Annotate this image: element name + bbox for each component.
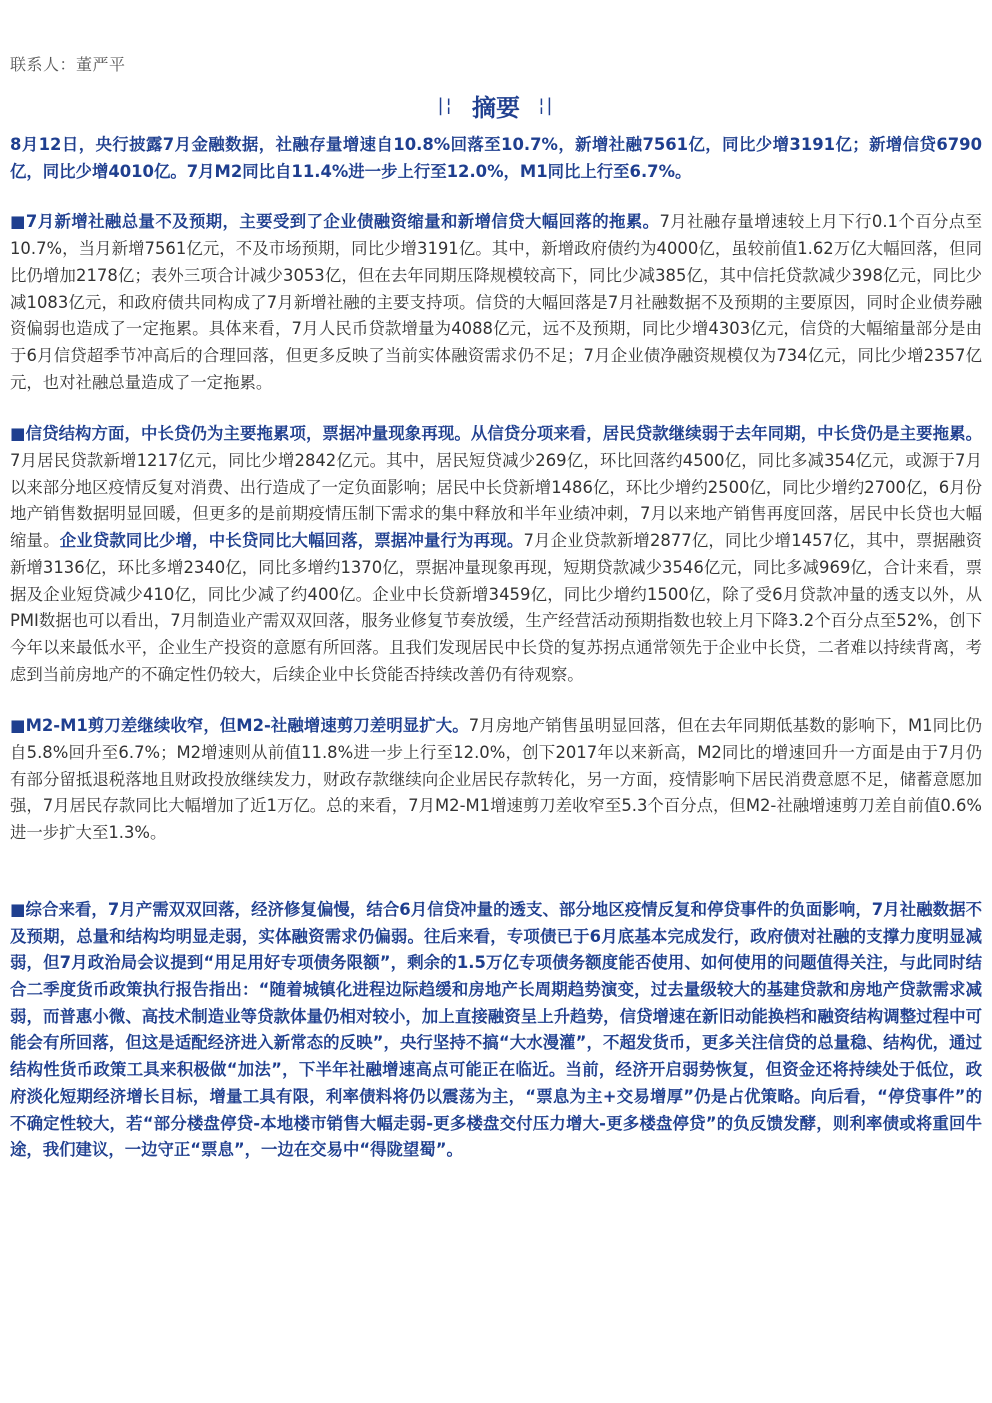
- summary-content: [10, 132, 982, 1164]
- title-mark-left: |¦: [437, 95, 454, 116]
- paragraph-lead: ■信贷结构方面，中长贷仍为主要拖累项，票据冲量现象再现。从信贷分项来看，居民贷款继续弱于去年同期，中长贷仍是主要拖累。: [10, 424, 982, 444]
- paragraph-credit-structure: [10, 421, 982, 688]
- paragraph-conclusion: ■综合来看，7月产需双双回落，经济修复偏慢，结合6月信贷冲量的透支、部分地区疫情反复和停贷事件的负面影响，7月社融数据不及预期，总量和结构均明显走弱，实体融资需求仍偏弱。往后来看，专项债已于6月底基本完成发行，政府债对社融的支撑力度明显减弱，但7月政治局会议提到“用足用好专项债务限额”，剩余的1.5万亿专项债务额度能否使用、如何使用的问题值得关注，与此同时结合二季度货币政策执行报告指出：“随着城镇化进程边际趋缓和房地产长周期趋势演变，过去量级较大的基建贷款和房地产贷款需求减弱，而普惠小微、高技术制造业等贷款体量仍相对较小，加上直接融资呈上升趋势，信贷增速在新旧动能换档和融资结构调整过程中可能会有所回落，但这是适配经济进入新常态的反映”，央行坚持不搞“大水漫灌”，不超发货币，更多关注信贷的总量稳、结构优，通过结构性货币政策工具来积极做“加法”，下半年社融增速高点可能正在临近。当前，经济开启弱势恢复，但资金还将持续处于低位，政府淡化短期经济增长目标，增量工具有限，利率债料将仍以震荡为主，“票息为主+交易增厚”仍是占优策略。向后看，“停贷事件”的不确定性较大，若“部分楼盘停贷-本地楼市销售大幅走弱-更多楼盘交付压力增大-更多楼盘停贷”的负反馈发酵，则利率债或将重回牛途，我们建议，一边守正“票息”，一边在交易中“得陇望蜀”。: [10, 899, 982, 1160]
- paragraph-body: 7月房地产销售虽明显回落，但在去年同期低基数的影响下，M1同比仍自5.8%回升至6.7%；M2增速则从前值11.8%进一步上行至12.0%，创下2017年以来新高，M2同比的增速回升一方面是由于7月仍有部分留抵退税落地且财政投放继续发力，财政存款继续向企业居民存款转化，另一方面，疫情影响下居民消费意愿不足，储蓄意愿加强，7月居民存款同比大幅增加了近1万亿。总的来看，7月M2-M1增速剪刀差收窄至5.3个百分点，但M2-社融增速剪刀差自前值0.6%进一步扩大至1.3%。: [10, 716, 982, 843]
- paragraph-highlight: 企业贷款同比少增，中长贷同比大幅回落，票据冲量行为再现。: [59, 531, 524, 551]
- title-mark-right: ¦|: [538, 95, 555, 116]
- paragraph-body: 7月企业贷款新增2877亿，同比少增1457亿，其中，票据融资新增3136亿，环比多增2340亿，同比多增约1370亿，票据冲量现象再现，短期贷款减少3546亿元，同比多减969亿，合计来看，票据及企业短贷减少410亿，同比少减了约400亿。企业中长贷新增3459亿，同比少增约1500亿，除了受6月贷款冲量的透支以外，从PMI数据也可以看出，7月制造业产需双双回落，服务业修复节奏放缓，生产经营活动预期指数也较上月下降3.2个百分点至52%，创下今年以来最低水平，企业生产投资的意愿有所回落。且我们发现居民中长贷的复苏拐点通常领先于企业中长贷，二者难以持续背离，考虑到当前房地产的不确定性仍较大，后续企业中长贷能否持续改善仍有待观察。: [10, 531, 983, 684]
- intro-paragraph: 8月12日，央行披露7月金融数据，社融存量增速自10.8%回落至10.7%，新增社融7561亿，同比少增3191亿；新增信贷6790亿，同比少增4010亿。7月M2同比自11.4%进一步上行至12.0%，M1同比上行至6.7%。: [10, 135, 982, 181]
- paragraph-lead: ■7月新增社融总量不及预期，主要受到了企业债融资缩量和新增信贷大幅回落的拖累。: [10, 212, 660, 232]
- contact-person: 联系人：董严平: [10, 55, 126, 74]
- paragraph-body: 7月社融存量增速较上月下行0.1个百分点至10.7%，当月新增7561亿元，不及市场预期，同比少增3191亿。其中，新增政府债约为4000亿，虽较前值1.62万亿大幅回落，但同比仍增加2178亿；表外三项合计减少3053亿，但在去年同期压降规模较高下，同比少减385亿，其中信托贷款减少398亿元，同比少减1083亿元，和政府债共同构成了7月新增社融的主要支持项。信贷的大幅回落是7月社融数据不及预期的主要原因，同时企业债券融资偏弱也造成了一定拖累。具体来看，7月人民币贷款增量为4088亿元，远不及预期，同比少增4303亿元，信贷的大幅缩量部分是由于6月信贷超季节冲高后的合理回落，但更多反映了当前实体融资需求仍不足；7月企业债净融资规模仅为734亿元，同比少增2357亿元，也对社融总量造成了一定拖累。: [10, 212, 982, 392]
- paragraph-lead: ■M2-M1剪刀差继续收窄，但M2-社融增速剪刀差明显扩大。: [10, 716, 469, 736]
- paragraph-social-financing: [10, 209, 982, 396]
- section-title: [0, 88, 992, 123]
- page-title: 摘要: [472, 94, 520, 122]
- paragraph-money-supply: [10, 713, 982, 847]
- paragraph-body: 7月居民贷款新增1217亿元，同比少增2842亿元。其中，居民短贷减少269亿，环比回落约4500亿，同比多减354亿元，或源于7月以来部分地区疫情反复对消费、出行造成了一定负面影响；居民中长贷新增1486亿，环比少增约2500亿，同比少增约2700亿，6月份地产销售数据明显回暖，但更多的是前期疫情压制下需求的集中释放和半年业绩冲刺，7月以来地产销售再度回落，居民中长贷也大幅缩量。: [10, 451, 982, 551]
